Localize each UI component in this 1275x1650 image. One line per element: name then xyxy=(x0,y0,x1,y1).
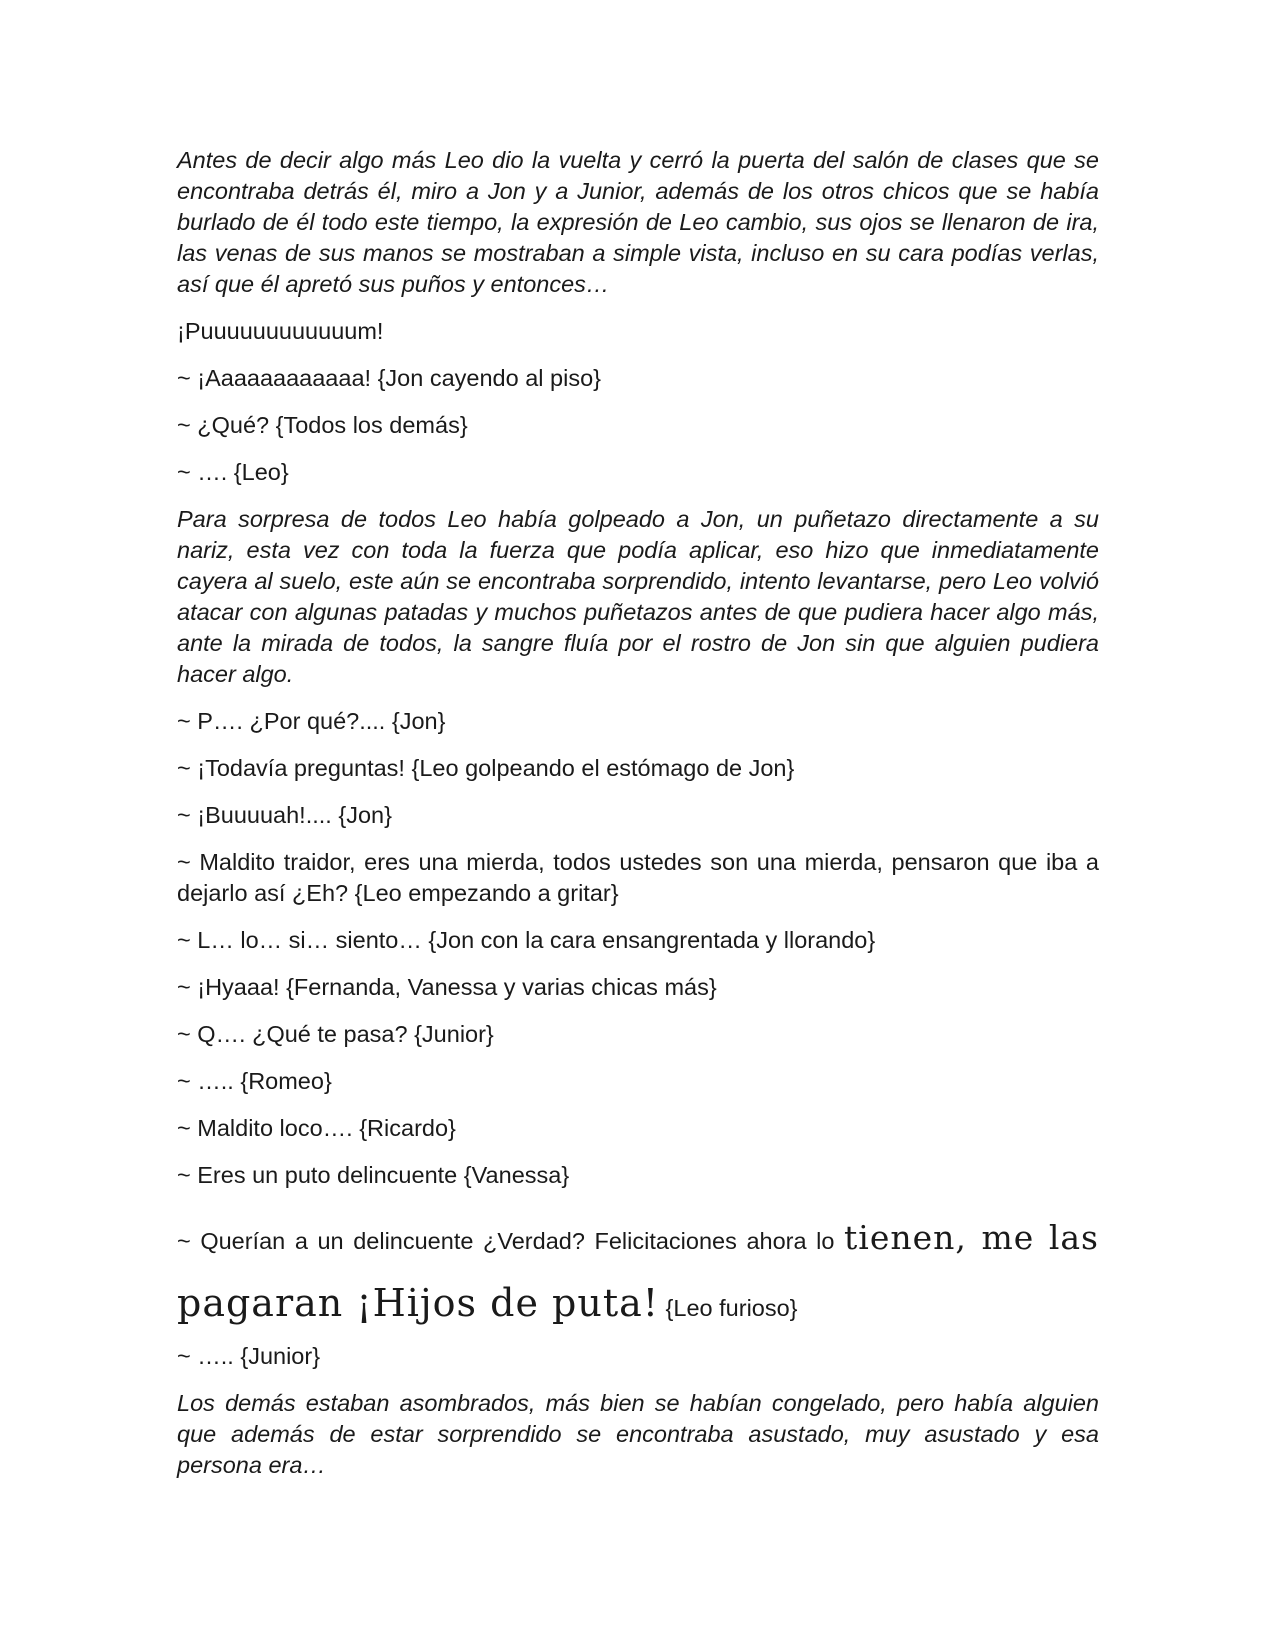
dialogue-line-9: ~ L… lo… si… siento… {Jon con la cara ensangrentada y llorando} xyxy=(177,927,876,953)
dialogue-line-10: ~ ¡Hyaaa! {Fernanda, Vanessa y varias chicas más} xyxy=(177,974,717,1000)
dialogue-line-3: ~ ¿Qué? {Todos los demás} xyxy=(177,412,468,438)
dialogue-line-14: ~ Eres un puto delincuente {Vanessa} xyxy=(177,1162,570,1188)
dialogue-line-7: ~ ¡Buuuuah!.... {Jon} xyxy=(177,802,392,828)
handwritten-text-2: pagaran ¡Hijos de puta! xyxy=(177,1281,660,1325)
dialogue-line-8: ~ Maldito traidor, eres una mierda, todos ustedes son una mierda, pensaron que iba a dejarlo así ¿Eh? {Leo empezando a gritar} xyxy=(177,849,1099,906)
dialogue-line-15-start: ~ Querían a un delincuente ¿Verdad? Felicitaciones ahora lo xyxy=(177,1228,845,1254)
document-page xyxy=(177,145,1099,1497)
dialogue-line-6: ~ ¡Todavía preguntas! {Leo golpeando el estómago de Jon} xyxy=(177,755,795,781)
narration-paragraph-1: Antes de decir algo más Leo dio la vuelta y cerró la puerta del salón de clases que se encontraba detrás él, miro a Jon y a Junior, además de los otros chicos que se había burlado de él todo este tiempo, la expresión de Leo cambio, sus ojos se llenaron de ira, las venas de sus manos se mostraban a simple vista, incluso en su cara podías verlas, así que él apretó sus puños y entonces… xyxy=(177,147,1099,297)
handwritten-text-1: tienen, me las xyxy=(844,1218,1099,1257)
dialogue-line-11: ~ Q…. ¿Qué te pasa? {Junior} xyxy=(177,1021,494,1047)
dialogue-line-5: ~ P…. ¿Por qué?.... {Jon} xyxy=(177,708,446,734)
dialogue-line-13: ~ Maldito loco…. {Ricardo} xyxy=(177,1115,456,1141)
narration-paragraph-3: Los demás estaban asombrados, más bien se habían congelado, pero había alguien que además de estar sorprendido se encontraba asustado, muy asustado y esa persona era… xyxy=(177,1390,1099,1478)
dialogue-line-1: ¡Puuuuuuuuuuuum! xyxy=(177,318,384,344)
dialogue-line-15-end: {Leo furioso} xyxy=(659,1295,798,1321)
dialogue-line-2: ~ ¡Aaaaaaaaaaaa! {Jon cayendo al piso} xyxy=(177,365,601,391)
dialogue-line-12: ~ ….. {Romeo} xyxy=(177,1068,332,1094)
narration-paragraph-2: Para sorpresa de todos Leo había golpeado a Jon, un puñetazo directamente a su nariz, esta vez con toda la fuerza que podía aplicar, eso hizo que inmediatamente cayera al suelo, este aún se encontraba sorprendido, intento levantarse, pero Leo volvió atacar con algunas patadas y muchos puñetazos antes de que pudiera hacer algo más, ante la mirada de todos, la sangre fluía por el rostro de Jon sin que alguien pudiera hacer algo. xyxy=(177,506,1099,687)
dialogue-line-15 xyxy=(177,1207,1099,1339)
dialogue-line-16: ~ ….. {Junior} xyxy=(177,1343,321,1369)
dialogue-line-4: ~ …. {Leo} xyxy=(177,459,289,485)
